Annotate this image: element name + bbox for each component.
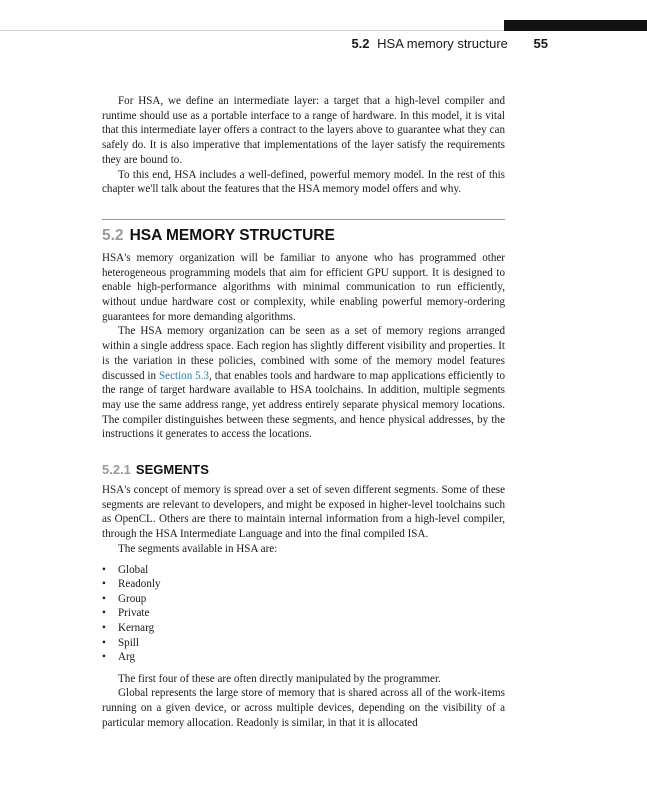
section-paragraph-2-end: , that enables tools and hardware to map applications efficiently to the range of target hardware available to HSA toolchains. In addition, multiple segments may use the same address range, yet address entirely separate physical memory locations. The compiler distinguishes between these segments, and hence physical addresses, by the instructions it generates to access the locations. — [102, 369, 505, 441]
bullet-icon: • — [102, 578, 106, 591]
section-paragraph-1: HSA's memory organization will be familiar to anyone who has programmed other heterogeneous programming models that aim for efficient GPU support. It is designed to enable high-performance algorithms with minimal communication to run efficiently, without undue hardware cost or complexity, while enabling powerful memory-ordering guarantees for more demanding algorithms. — [102, 251, 505, 323]
bullet-icon: • — [102, 563, 106, 576]
segment-name: Group — [118, 592, 147, 605]
section-paragraph-2 — [102, 324, 505, 442]
subsection-paragraph-1: HSA's concept of memory is spread over a set of seven different segments. Some of these segments are relevant to developers, and might be exposed in higher-level toolchains such as OpenCL. Others are there to maintain internal information from a high-level compiler, through the HSA Intermediate Language and into the final compiled ISA. — [102, 484, 505, 541]
section-number: 5.2 — [102, 226, 124, 244]
segment-name: Arg — [118, 651, 136, 664]
page-number: 55 — [533, 36, 548, 51]
section-heading — [102, 227, 505, 245]
segment-name: Kernarg — [118, 621, 155, 634]
bullet-icon: • — [102, 621, 106, 634]
segment-name: Spill — [118, 636, 139, 649]
running-head — [0, 36, 548, 51]
list-item — [102, 577, 505, 592]
section-rule — [102, 219, 505, 220]
subsection-heading — [102, 462, 505, 478]
segment-name: Readonly — [118, 578, 161, 591]
section-5-3-link[interactable]: Section 5.3 — [158, 369, 210, 382]
list-item — [102, 621, 505, 636]
intro-paragraph-1: For HSA, we define an intermediate layer: a target that a high-level compiler and runtime should use as a portable interface to a range of hardware. In this model, it is vital that this intermediate layer offers a contract to the layers above to guarantee what they can safely do. It is also imperative that implementations of the layer satisfy the requirements they are bound to. — [102, 95, 505, 166]
segments-list — [102, 563, 505, 665]
section-paragraph-2-start: The HSA memory organization can be seen as a set of memory regions arranged within a single address space. Each region has slightly different visibility and properties. It is the variation in these policies, combined with some of the memory model features discussed in — [102, 325, 505, 382]
header-black-bar — [504, 20, 647, 31]
subsection-title: SEGMENTS — [135, 462, 209, 478]
bullet-icon: • — [102, 651, 106, 664]
list-item — [102, 563, 505, 578]
subsection-paragraph-4: Global represents the large store of memory that is shared across all of the work-items running on a given device, or across multiple devices, depending on the visibility of a particular memory allocation. Readonly is similar, in that it is allocated — [102, 687, 505, 729]
bullet-icon: • — [102, 592, 106, 605]
running-head-section-number: 5.2 — [351, 36, 370, 51]
bullet-icon: • — [102, 607, 106, 620]
subsection-paragraph-2: The segments available in HSA are: — [118, 542, 278, 555]
intro-paragraph-2: To this end, HSA includes a well-defined, powerful memory model. In the rest of this chapter we'll talk about the features that the HSA memory model offers and why. — [102, 168, 505, 196]
segment-name: Private — [118, 607, 150, 620]
bullet-icon: • — [102, 636, 106, 649]
list-item — [102, 592, 505, 607]
header-rule — [0, 30, 504, 31]
segment-name: Global — [118, 563, 149, 576]
section-title: HSA MEMORY STRUCTURE — [129, 226, 335, 244]
subsection-paragraph-3: The first four of these are often directly manipulated by the programmer. — [118, 672, 441, 685]
running-head-section-title: HSA memory structure — [377, 36, 508, 51]
list-item — [102, 606, 505, 621]
list-item — [102, 636, 505, 651]
subsection-number: 5.2.1 — [102, 462, 131, 478]
page-body — [102, 94, 505, 731]
list-item — [102, 650, 505, 665]
